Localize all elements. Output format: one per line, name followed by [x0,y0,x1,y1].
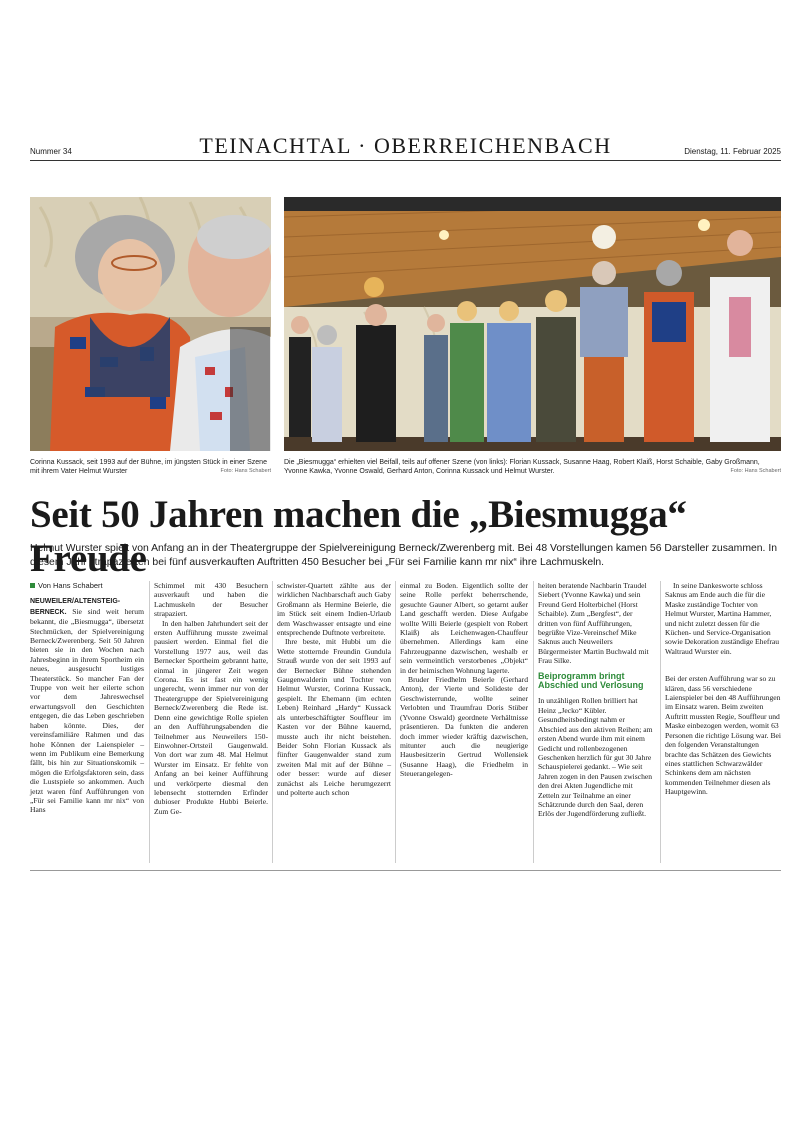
article-paragraph [30,596,144,814]
footer-rule [30,870,781,871]
photo-right-image [284,197,781,451]
article-paragraph: Bruder Friedhelm Beierle (Gerhard Anton), der Vierte und Solideste der Geschwisterrunde, wollte seiner Verlobten und Traumfrau Doris Stüber (Yvonne Oswald) geordnete Verhältnisse präsentieren. Da funkten die anderen doch immer wieder kräftig dazwischen, mitunter auch die neugierige Hausbesitzerin Gertrud Wollensiek (Susanne Haag), die Friedhelm in Steuerangelegen- [400,675,528,779]
article-paragraph: Schimmel mit 430 Besuchern ausverkauft und haben die Lachmuskeln der Besucher strapaziert. [154,581,268,619]
article-column-6 [665,581,781,797]
article-subhead: Helmut Wurster spielt von Anfang an in der Theatergruppe der Spielvereinigung Berneck/Zwerenberg mit. Bei 48 Vorstellungen kamen 56 Darsteller zusammen. In diesem Jahr strapazierten bei fünf ausverkauften Auftritten 450 Besucher bei „Für sei Familie kann mr nix“ ihre Lachmuskeln. [30,543,777,568]
paragraph-text: Sie sind weit herum bekannt, die „Biesmugga“, übersetzt Stechmücken, der Spielvereinigung Berneck/Zwerenberg. Seit 50 Jahren bieten sie in den Wochen nach Jahresbeginn in ihrem Sportheim ein neues, ausgesucht lustiges Theaterstück. So mancher Fan der Truppe von weit her eilerte schon vor dem Jahreswechsel erwartungsvoll den Geschichten entgegen, die das Leben geschrieben haben könnte. Dies, der vereinsfamiliäre Rahmen und das hohe Können der Laienspieler – wenn im Publikum eine Bemerkung fällt, bis hin zur Situationskomik – mögen die Erfolgsfaktoren sein, dass die Lustspiele so ankommen. Auch jetzt waren fünf Aufführungen von „Für sei Familie kann mr nix“ von Hans [30,606,144,815]
photo-left-image [30,197,271,451]
article-subheading: Beiprogramm bringt Abschied und Verlosung [538,670,644,691]
column-rule [272,581,273,863]
dateline: NEUWEILER/ALTENSTEIG-BERNECK. [30,598,121,616]
issue-date: Dienstag, 11. Februar 2025 [684,147,781,156]
article-column-4 [400,581,528,779]
column-spacer [665,656,781,674]
article-paragraph: einmal zu Boden. Eigentlich sollte der seine Rolle perfekt beherrschende, gesuchte Gauner Albert, so getarnt außer Land geschafft werden. Diese Aufgabe wollte Willi Beierle (gespielt von Robert Klaiß) als Leichenwagen-Chauffeur übernehmen. Allerdings kam eine Fahrzeugpanne dazwischen, weshalb er sein vermeintlich verstorbenes „Objekt“ in der heimischen Wohnung lagerte. [400,581,528,675]
article-column-2 [154,581,268,816]
photo-left-caption: Corinna Kussack, seit 1993 auf der Bühne, im jüngsten Stück in einer Szene mit ihrem Vater Helmut Wurster [30,459,267,475]
column-rule [660,581,661,863]
article-paragraph: Ihre beste, mit Hubbi um die Wette stotternde Freundin Gundula Strauß wurde von der seit 1993 auf der Bernecker Bühne stehenden Gaugenwalderin und Tochter von Helmut Wurster, Corinna Kussack, gespielt. Ihr Ehemann (im echten Leben) Reinhard „Hardy“ Kussack als unterbeschäftigter Souffleur im Kasten vor der Bühne kauernd, musste auch ihr nicht beistehen. Beider Sohn Florian Kussack als fünfter Gaugenwalder stand zum zweiten Mal mit auf der Bühne – oder besser: wurde auf dieser zunächst als Leiche herumgezerrt und polterte auch schon [277,637,391,797]
photo-right-credit: Foto: Hans Schabert [730,468,781,474]
byline-marker-icon [30,583,35,588]
article-paragraph: schwister-Quartett zählte aus der wirklichen Nachbarschaft auch Gaby Großmann als Hermine Beierle, die im Stück seit einem Indien-Urlaub dem Waschwasser entsagte und eine entsprechende Duftnote verbreitete. [277,581,391,638]
photo-right-caption: Die „Biesmugga“ erhielten viel Beifall, teils auf offener Szene (von links): Florian Kussack, Susanne Haag, Robert Klaiß, Horst Schaible, Gaby Großmann, Yvonne Kawka, Yvonne Oswald, Gerhard Anton, Corinna Kussack und Helmut Wurster. [284,459,760,475]
article-paragraph: Bei der ersten Aufführung war so zu klären, dass 56 verschiedene Laienspieler bei den 48 Aufführungen im Einsatz waren. Beim zweiten Auftritt mussten Regie, Souffleur und Maske einbezogen werden, womit 63 Personen die richtige Lösung war. Bei den folgenden Veranstaltungen brachte das Schätzen des Gewichts eines stattlichen Schwarzwälder Schinkens dem am nächsten kommenden Teilnehmer diesen als Hauptgewinn. [665,674,781,797]
photo-right [284,197,781,451]
article-paragraph: In seine Dankesworte schloss Saknus am Ende auch die für die Maske zuständige Tochter von Helmut Wurster, Martina Hammer, und nicht zuletzt dessen für die Küchen- und Service-Organisation sowie Dekoration zuständige Ehefrau Waltraud Wurster ein. [665,581,780,656]
column-rule [395,581,396,863]
photo-left [30,197,271,451]
issue-number: Nummer 34 [30,147,72,156]
column-rule [149,581,150,863]
byline [30,581,144,590]
column-rule [533,581,534,863]
article-paragraph: In unzähligen Rollen brilliert hat Heinz „Jecko“ Kübler. Gesundheitsbedingt nahm er Abschied aus den aktiven Reihen; am ersten Abend wurde ihm mit einem Gedicht und rollenbezogenen Geschenken herzlich für gut 30 Jahre Schauspielerei gedankt. – Wie seit Jahren zogen in den Pausen zwischen den drei Akten Jugendliche mit Zetteln zur Teilnahme an einer Schätzrunde durch den Saal, deren Erlös der Jugendförderung zufließt. [538,696,653,819]
section-title: TEINACHTAL · OBERREICHENBACH [199,133,612,158]
article-column-5 [538,581,654,819]
article-headline: Seit 50 Jahren machen die „Biesmugga“ Freude [30,493,687,580]
byline-text: Von Hans Schabert [38,581,103,590]
article-paragraph: heiten beratende Nachbarin Traudel Siebert (Yvonne Kawka) und sein Freund Gerd Holterbichel (Horst Schaible). Zum „Bergfest“, der dritten von fünf Aufführungen, begrüßte Vize-Vereinschef Mike Saknus auch Neuweilers Bürgermeister Martin Buchwald mit Frau Silke. [538,581,649,666]
article-column-1 [30,581,144,815]
photo-left-credit: Foto: Hans Schabert [220,468,271,474]
article-column-3 [277,581,391,797]
article-paragraph: In den halben Jahrhundert seit der ersten Aufführung musste zweimal pausiert werden. Einmal fiel die Vorstellung 1977 aus, weil das Bernecker Sportheim gebrannt hatte, einmal in jüngerer Zeit wegen Corona. Es ist fast ein wenig ungerecht, wenn immer nur von der Theatergruppe der Spielvereinigung Berneck/Zwerenberg die Rede ist. Denn eine gewichtige Rolle spielen an den Aufführungsabenden die Teilnehmer aus Neuweilers 150-Einwohner-Ortsteil Gaugenwald. Von dort war zum 48. Mal Helmut Wurster im Einsatz. Er fehlte von Anfang an bei keiner Aufführung und verkörperte diesmal den lebensecht stotternden Erfinder dubioser Produkte Hubbi Beierle. Zum Ge- [154,618,268,816]
masthead-rule [30,160,781,161]
